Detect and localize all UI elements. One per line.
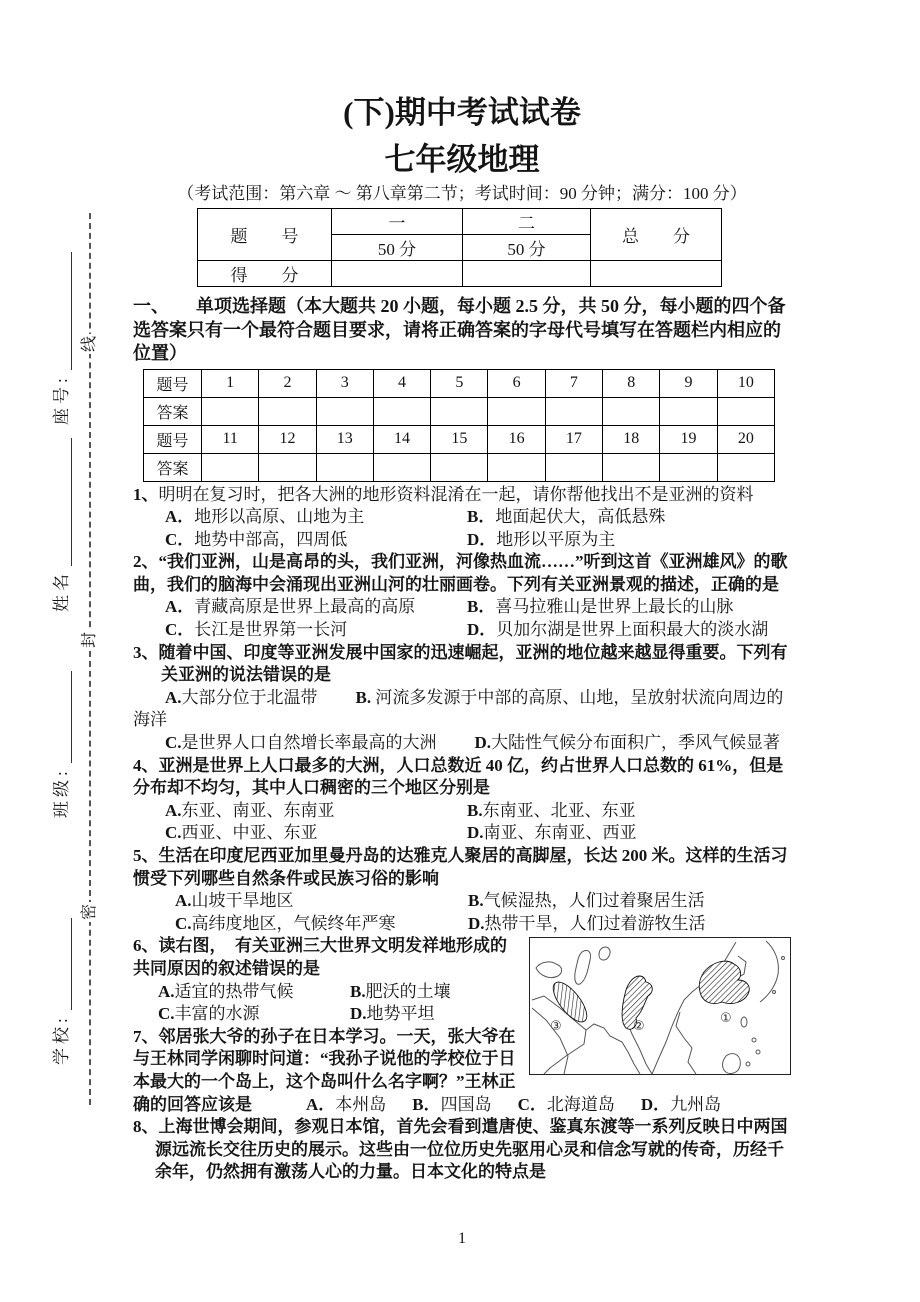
option-letter: A. [165,687,182,707]
option-text: 是世界人口自然增长率最高的大洲 [181,733,437,753]
option-b [467,800,791,823]
seal-char-xian: 线 [81,336,98,353]
option-letter: C． [165,620,195,640]
answer-cell [431,453,488,481]
answer-cell [316,453,373,481]
option-letter: B． [467,507,496,527]
option-a [175,890,468,913]
qnum-cell: 16 [488,425,545,453]
question-6-options [133,981,521,1026]
qnum-cell: 19 [660,425,717,453]
question-2-options [133,596,791,641]
option-text: 长江是世界第一长河 [194,620,348,640]
option-text: 九州岛 [670,1094,722,1114]
answer-cell [717,397,774,425]
answer-cell [545,453,602,481]
option-text: 气候湿热，人们过着聚居生活 [483,891,705,911]
section1-heading: 一、 单项选择题（本大题共 20 小题，每小题 2.5 分，共 50 分，每小题的四个备选答案只有一个最符合题目要求，请将正确答案的字母代号填写在答题栏内相应的位置） [133,296,786,363]
qnum-cell: 18 [603,425,660,453]
qnum-cell: 17 [545,425,602,453]
option-b [468,890,791,913]
option-text: 高纬度地区，气候终年严寒 [191,913,396,933]
question-1-stem [133,484,791,507]
score-cell-part2 [463,261,591,287]
question-5-options [133,890,791,935]
question-7-text: 邻居张大爷的孙子在日本学习。一天，张大爷在与王林同学闲聊时问道：“我孙子说他的学校位于日本最大的一个岛上，这个岛叫什么名字啊？”王林正确的回答应该是 [133,1026,516,1114]
option-text: 适宜的热带气候 [174,981,294,1001]
exam-title: (下)期中考试试卷 [343,95,581,130]
question-5-number: 5、 [133,846,159,865]
answer-cell [431,397,488,425]
question-1-text: 明明在复习时，把各大洲的地形资料混淆在一起，请你帮他找出不是亚洲的资料 [158,484,754,504]
option-text: 河流多发源于中部的高原、山地，呈放射状流向周边的海洋 [133,687,784,730]
qnum-cell: 14 [373,425,430,453]
option-letter: A． [165,597,195,617]
qnum-cell: 8 [603,369,660,397]
option-letter: C. [175,913,192,933]
school-field [50,880,72,1065]
option-text: 南亚、东南亚、西亚 [483,823,637,843]
answer-row-label: 答案 [144,453,202,481]
option-letter: C. [165,823,182,843]
question-8-stem [133,1116,791,1184]
seat-number-field [50,205,72,425]
qnum-cell: 10 [717,369,774,397]
question-list [133,484,791,1184]
option-letter: B. [467,800,483,820]
score-cell-part1 [332,261,463,287]
option-text: 西亚、中亚、东亚 [181,823,318,843]
answer-row-answers-1-10 [144,397,775,425]
answer-cell [316,397,373,425]
question-3-options-ab [133,687,791,732]
qnum-cell: 7 [545,369,602,397]
option-text: 青藏高原是世界上最高的高原 [194,597,416,617]
option-letter: D. [468,913,485,933]
option-letter: D． [467,529,497,549]
answer-sheet-table [143,369,775,482]
qnum-cell: 5 [431,369,488,397]
qnum-cell: 9 [660,369,717,397]
answer-cell [660,397,717,425]
option-text: 贝加尔湖是世界上面积最大的淡水湖 [496,620,769,640]
option-letter: A. [175,891,192,911]
question-8-number: 8、 [133,1117,159,1137]
option-letter: D． [640,1094,671,1114]
option-letter: C． [517,1094,547,1114]
option-letter: A． [306,1094,336,1114]
answer-cell [373,453,430,481]
option-b [467,596,791,619]
map-region-label-2: ② [633,1019,645,1035]
answer-cell [660,453,717,481]
answer-cell [545,397,602,425]
answer-cell [603,453,660,481]
qnum-row-label: 题号 [144,369,202,397]
qnum-cell: 15 [431,425,488,453]
score-cell-total [591,261,722,287]
answer-cell [202,453,259,481]
option-text: 丰富的水源 [174,1004,260,1024]
option-text: 地形以平原为主 [496,529,616,549]
option-letter: C． [165,529,195,549]
option-text: 山坡干旱地区 [191,891,294,911]
qnum-cell: 20 [717,425,774,453]
answer-cell [717,453,774,481]
student-name-label: 姓名 [52,570,71,612]
option-b [467,506,791,529]
score-part1-points: 50 分 [332,235,463,261]
score-total: 总 分 [591,209,722,261]
answer-cell [603,397,660,425]
school-label: 学校: [52,1014,71,1065]
option-text: 东亚、南亚、东南亚 [181,800,335,820]
score-part1: 一 [332,209,463,235]
answer-cell [202,397,259,425]
option-letter: D. [467,823,484,843]
option-text: 本州岛 [335,1094,387,1114]
option-letter: C. [158,1004,175,1024]
option-d [467,822,791,845]
option-text: 地形以高原、山地为主 [194,507,365,527]
option-text: 东南亚、北亚、东亚 [482,800,636,820]
qnum-cell: 6 [488,369,545,397]
score-part2: 二 [463,209,591,235]
answer-cell [259,453,316,481]
option-a [165,800,467,823]
option-letter: B. [468,891,484,911]
score-row-label: 得 分 [198,261,332,287]
option-text: 地面起伏大，高低悬殊 [495,507,666,527]
class-label: 班级: [52,767,71,818]
option-c [158,1003,350,1026]
option-d [467,619,791,642]
answer-row-numbers-11-20 [144,425,775,453]
class-field [50,633,72,818]
option-letter: D. [350,1004,367,1024]
question-1-number: 1、 [133,484,159,504]
qnum-cell: 4 [373,369,430,397]
option-letter: A. [165,800,182,820]
page-number: 1 [458,1230,466,1247]
question-3-text: 随着中国、印度等亚洲发展中国家的迅速崛起，亚洲的地位越来越显得重要。下列有关亚洲的说法错误的是 [158,642,788,685]
score-part2-points: 50 分 [463,235,591,261]
option-text: 地势平坦 [366,1004,435,1024]
seat-number-blank-line [67,252,72,370]
question-3-stem [133,642,791,687]
qnum-cell: 13 [316,425,373,453]
question-4-number: 4、 [133,755,159,775]
question-6-text: 读右图， 有关亚洲三大世界文明发祥地形成的共同原因的叙述错误的是 [133,936,507,978]
qnum-cell: 11 [202,425,259,453]
qnum-cell: 12 [259,425,316,453]
option-d [467,529,791,552]
option-letter: D． [467,620,497,640]
option-c [165,619,467,642]
option-letter: C. [165,733,182,753]
option-letter: B. [355,687,372,707]
answer-cell [259,397,316,425]
exam-subtitle: 七年级地理 [384,142,540,177]
exam-info-line: （考试范围：第六章 ～ 第八章第二节；考试时间：90 分钟；满分：100 分） [177,184,747,203]
option-a [165,506,467,529]
map-region-label-1: ① [720,1011,732,1027]
option-letter: B． [412,1094,441,1114]
question-5-text: 生活在印度尼西亚加里曼丹岛的达雅克人聚居的高脚屋，长达 200 米。这样的生活习惯受下列哪些自然条件或民族习俗的影响 [133,846,788,888]
question-4-stem [133,755,791,800]
question-3-number: 3、 [133,642,159,662]
qnum-cell: 2 [259,369,316,397]
seat-number-label: 座号: [52,374,71,425]
asia-civilizations-map [529,937,791,1075]
qnum-cell: 1 [202,369,259,397]
question-8-text: 上海世博会期间，参观日本馆，首先会看到遣唐使、鉴真东渡等一系列反映日中两国源远流长交往历史的展示。这些由一位位历史先驱用心灵和信念写就的传奇，历经千余年，仍然拥有激荡人心的力量。日本文化的特点是 [155,1117,788,1182]
option-letter: D. [474,733,492,753]
answer-row-label: 答案 [144,397,202,425]
option-text: 肥沃的土壤 [365,981,451,1001]
question-5-stem [133,845,791,890]
class-blank-line [67,671,72,763]
question-1-options [133,506,791,551]
answer-cell [488,397,545,425]
score-table [197,208,722,287]
question-2-number: 2、 [133,552,159,572]
option-letter: B. [350,981,366,1001]
answer-cell [488,453,545,481]
option-letter: B． [467,597,496,617]
option-c [165,529,467,552]
qnum-cell: 3 [316,369,373,397]
option-text: 热带干旱，人们过着游牧生活 [484,913,706,933]
student-name-field [50,397,72,612]
question-2-stem [133,551,791,596]
option-d [468,913,791,936]
option-text: 大部分位于北温带 [181,687,318,707]
answer-cell [373,397,430,425]
answer-row-numbers-1-10 [144,369,775,397]
option-d [350,1003,521,1026]
map-region-label-3: ③ [550,1019,562,1035]
option-text: 大陆性气候分布面积广，季风气候显著 [491,733,781,753]
question-3-options-cd [133,732,791,755]
option-text: 地势中部高，四周低 [194,529,348,549]
option-a [158,981,350,1004]
student-name-blank-line [67,438,72,566]
option-c [165,822,467,845]
question-7-number: 7、 [133,1026,159,1046]
school-blank-line [67,918,72,1010]
question-4-text: 亚洲是世界上人口最多的大洲，人口总数近 40 亿，约占世界人口总数的 61%，但是分布却不均匀，其中人口稠密的三个地区分别是 [133,755,784,798]
question-2-text: “我们亚洲，山是高昂的头，我们亚洲，河像热血流……”听到这首《亚洲雄风》的歌曲，我们的脑海中会涌现出亚洲山河的壮丽画卷。下列有关亚洲景观的描述，正确的是 [133,552,788,594]
option-c [175,913,468,936]
option-text: 喜马拉雅山是世界上最长的山脉 [495,597,734,617]
seal-char-mi: 密 [81,904,98,921]
question-4-options [133,800,791,845]
option-text: 四国岛 [440,1094,492,1114]
answer-row-answers-11-20 [144,453,775,481]
question-6-number: 6、 [133,936,159,956]
qnum-row-label: 题号 [144,425,202,453]
option-text: 北海道岛 [546,1094,615,1114]
option-letter: A． [165,507,195,527]
option-letter: A. [158,981,175,1001]
option-a [165,596,467,619]
option-b [350,981,521,1004]
score-header-question: 题 号 [198,209,332,261]
exam-content [133,88,791,1184]
seal-char-feng: 封 [81,632,98,649]
asia-map-drawing [530,938,790,1074]
